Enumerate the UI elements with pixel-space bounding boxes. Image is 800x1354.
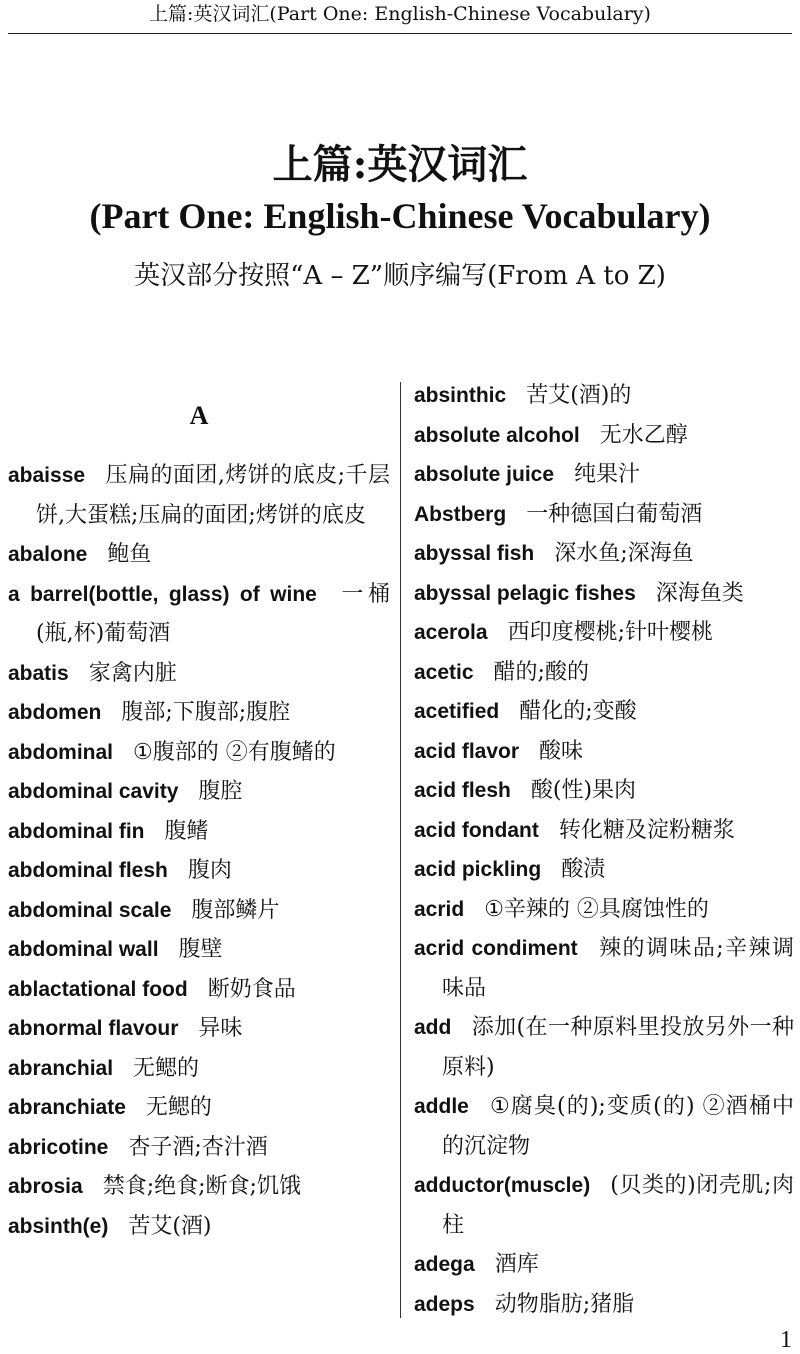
entry-definition: 异味 [198,1016,243,1041]
entry-headword: abdominal [8,740,114,764]
entry-definition: 一种德国白葡萄酒 [526,501,703,527]
entry-headword: abrosia [8,1175,83,1198]
dictionary-entry [414,1285,794,1325]
dictionary-entry [414,455,794,495]
dictionary-entry [414,929,794,1008]
entry-headword: add [414,1016,452,1039]
entry-definition: 无鳃的 [133,1055,200,1081]
entry-definition: 纯果汁 [574,462,641,487]
dictionary-entry [414,653,794,693]
entry-definition: ①腹部的 ②有腹鳍的 [133,739,336,765]
dictionary-entry [414,495,794,535]
entry-headword: abdominal flesh [8,859,168,882]
dictionary-entry [414,771,794,811]
entry-definition: 一桶(瓶,杯)葡萄酒 [36,581,390,646]
dictionary-entry [8,456,390,535]
entry-definition: 鲍鱼 [107,542,152,567]
entry-headword: a barrel(bottle, glass) of wine [8,582,317,606]
dictionary-entry [8,654,390,694]
entry-headword: acid flesh [414,779,511,802]
entry-headword: acrid condiment [414,937,578,960]
entry-definition: 无鳃的 [145,1095,212,1120]
entry-headword: absolute alcohol [414,423,580,447]
dictionary-entry [414,376,794,416]
entry-definition: 腹肉 [187,858,232,883]
entry-headword: acerola [414,621,488,644]
page-subtitle: 英汉部分按照“A – Z”顺序编写(From A to Z) [134,261,666,291]
entry-headword: acetified [414,700,500,723]
dictionary-entry [414,732,794,772]
entry-headword: abdominal wall [8,938,159,961]
entry-headword: abdominal cavity [8,780,179,803]
entry-definition: 辣的调味品;辛辣调味品 [442,936,794,1001]
dictionary-entry [8,891,390,931]
dictionary-entry [8,693,390,733]
dictionary-entry [8,535,390,575]
running-head: 上篇:英汉词汇(Part One: English-Chinese Vocabulary) [149,3,651,25]
entry-definition: ①腐臭(的);变质(的) ②酒桶中的沉淀物 [442,1094,794,1159]
entry-headword: absolute juice [414,463,555,486]
entry-definition: 深海鱼类 [655,580,744,606]
dictionary-entry [414,574,794,614]
entry-definition: 西印度樱桃;针叶樱桃 [507,620,713,645]
entry-definition: 断奶食品 [207,976,296,1002]
entry-headword: addle [414,1095,469,1118]
entry-definition: 深水鱼;深海鱼 [554,541,694,566]
entry-definition: 禁食;绝食;断食;饥饿 [102,1174,301,1199]
entry-definition: 添加(在一种原料里投放另外一种原料) [442,1015,794,1080]
dictionary-entry [8,772,390,812]
dictionary-entry [8,851,390,891]
entry-headword: abranchiate [8,1096,126,1119]
column-divider [400,382,401,1318]
entry-definition: 腹鳍 [164,818,209,844]
entry-definition: ①辛辣的 ②具腐蚀性的 [484,896,709,922]
entry-headword: abdomen [8,701,102,724]
entry-headword: adductor(muscle) [414,1174,591,1197]
dictionary-entry [8,1207,390,1247]
dictionary-entry [414,850,794,890]
dictionary-entry [414,416,794,456]
dictionary-entry [8,970,390,1010]
header-rule [8,33,792,34]
entry-definition: (贝类的)闭壳肌;肉柱 [442,1173,794,1238]
dictionary-entry [8,1088,390,1128]
dictionary-entry [8,733,390,773]
entry-headword: abyssal pelagic fishes [414,581,636,605]
entry-definition: 醋化的;变酸 [519,699,637,724]
page-title-english: (Part One: English-Chinese Vocabulary) [89,196,711,236]
entry-headword: ablactational food [8,977,188,1001]
dictionary-entry [414,534,794,574]
entry-definition: 腹腔 [198,779,243,804]
page-title-chinese: 上篇:英汉词汇 [272,141,528,188]
entry-definition: 腹部;下腹部;腹腔 [121,700,291,725]
dictionary-entry [8,1049,390,1089]
page-number: 1 [780,1327,792,1353]
dictionary-entry [414,811,794,851]
entry-headword: adega [414,1253,475,1276]
entry-definition: 无水乙醇 [599,422,688,448]
entry-headword: abranchial [8,1056,114,1080]
entry-headword: abalone [8,543,88,566]
dictionary-entry [8,575,390,654]
dictionary-entry [414,692,794,732]
entry-headword: abdominal fin [8,819,145,843]
entry-definition: 转化糖及淀粉糖浆 [558,817,735,843]
entry-definition: 苦艾(酒) [128,1213,212,1239]
entry-headword: acid flavor [414,739,520,763]
section-letter: A [189,401,209,430]
entry-headword: abdominal scale [8,898,172,922]
entry-definition: 酸渍 [561,857,606,882]
dictionary-entry [414,890,794,930]
dictionary-entry [8,812,390,852]
entry-headword: acid pickling [414,858,542,881]
left-column [8,376,390,1246]
entry-headword: adeps [414,1292,475,1316]
dictionary-entry [8,1167,390,1207]
entry-definition: 酸味 [539,738,584,764]
entry-definition: 腹壁 [178,937,223,962]
dictionary-entry [414,1008,794,1087]
entry-headword: abnormal flavour [8,1017,179,1040]
dictionary-entry [414,1087,794,1166]
entry-definition: 醋的;酸的 [493,659,589,685]
dictionary-entry [8,930,390,970]
entry-headword: acetic [414,660,474,684]
entry-headword: abricotine [8,1135,109,1159]
entry-headword: acrid [414,897,465,921]
entry-definition: 酒库 [494,1252,539,1277]
entry-headword: absinthic [414,384,507,407]
entry-definition: 压扁的面团,烤饼的底皮;千层饼,大蛋糕;压扁的面团;烤饼的底皮 [36,463,390,528]
entry-definition: 酸(性)果肉 [530,778,637,803]
entry-definition: 家禽内脏 [88,660,177,686]
right-column [414,376,794,1324]
entry-definition: 苦艾(酒)的 [526,383,632,408]
entry-headword: acid fondant [414,818,539,842]
entry-definition: 杏子酒;杏汁酒 [128,1134,268,1160]
entry-headword: abatis [8,661,69,685]
dictionary-entry [8,1128,390,1168]
entry-headword: absinth(e) [8,1214,109,1238]
entry-definition: 动物脂肪;猪脂 [494,1291,635,1317]
dictionary-entry [414,1245,794,1285]
dictionary-entry [414,613,794,653]
dictionary-entry [414,1166,794,1245]
entry-definition: 腹部鳞片 [191,897,280,923]
dictionary-entry [8,1009,390,1049]
entry-headword: abyssal fish [414,542,535,565]
entry-headword: abaisse [8,464,86,487]
entry-headword: Abstberg [414,502,507,526]
